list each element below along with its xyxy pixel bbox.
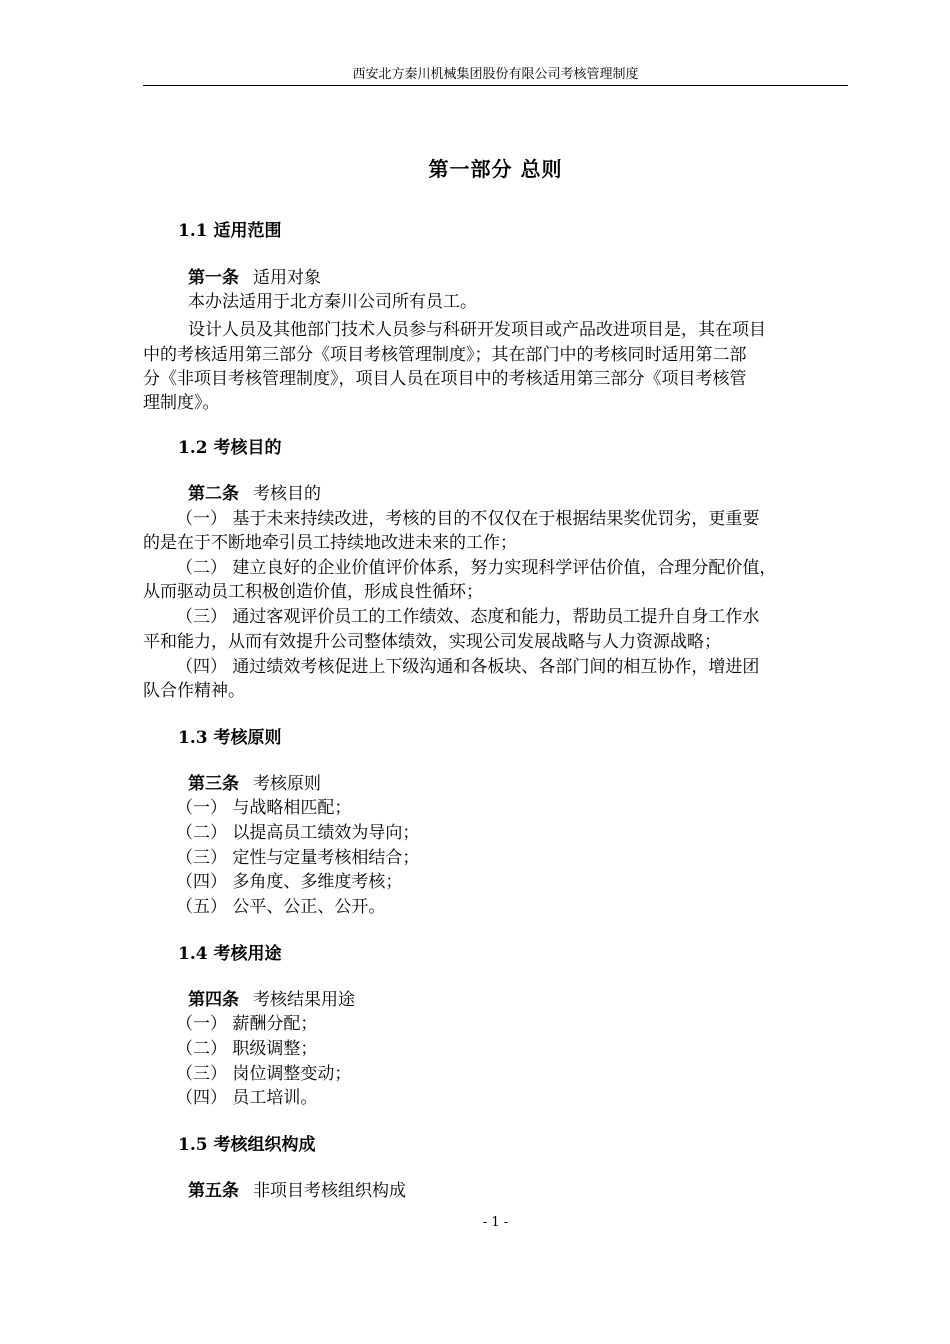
page-number: - 1 - [482, 1215, 509, 1230]
section-heading-1-4: 1.4 考核用途 [178, 944, 282, 964]
purpose-item-2-line-2: 从而驱动员工积极创造价值，形成良性循环； [143, 582, 483, 602]
purpose-item-3-line-1: （三） 通过客观评价员工的工作绩效、态度和能力，帮助员工提升自身工作水 [176, 607, 760, 627]
article-1-heading [188, 266, 321, 290]
running-header: 西安北方秦川机械集团股份有限公司考核管理制度 [352, 67, 639, 82]
purpose-item-3-line-2: 平和能力，从而有效提升公司整体绩效，实现公司发展战略与人力资源战略； [143, 632, 721, 652]
article-number: 第五条 [188, 1181, 239, 1201]
article-number: 第一条 [188, 268, 239, 288]
article-number: 第三条 [188, 774, 239, 794]
purpose-item-1-line-1: （一） 基于未来持续改进，考核的目的不仅仅在于根据结果奖优罚劣，更重要 [176, 509, 760, 529]
purpose-item-2-line-1: （二） 建立良好的企业价值评价体系，努力实现科学评估价值，合理分配价值， [176, 558, 777, 578]
article-title: 适用对象 [253, 268, 321, 288]
purpose-item-4-line-1: （四） 通过绩效考核促进上下级沟通和各板块、各部门间的相互协作，增进团 [176, 657, 760, 677]
article-number: 第四条 [188, 990, 239, 1010]
paragraph-2-line-1: 设计人员及其他部门技术人员参与科研开发项目或产品改进项目是，其在项目 [188, 320, 766, 340]
section-heading-1-1: 1.1 适用范围 [178, 221, 282, 241]
section-heading-1-3: 1.3 考核原则 [178, 728, 282, 748]
article-2-heading [188, 482, 321, 506]
purpose-item-4-line-2: 队合作精神。 [143, 681, 245, 701]
usage-item-4: （四） 员工培训。 [176, 1088, 318, 1108]
usage-item-1: （一） 薪酬分配； [176, 1014, 318, 1034]
section-heading-1-2: 1.2 考核目的 [178, 438, 282, 458]
part-title: 第一部分 总则 [428, 157, 563, 181]
article-title: 考核原则 [253, 774, 321, 794]
article-number: 第二条 [188, 484, 239, 504]
section-heading-1-5: 1.5 考核组织构成 [178, 1135, 316, 1155]
paragraph-1: 本办法适用于北方秦川公司所有员工。 [188, 292, 477, 312]
article-title: 考核目的 [253, 484, 321, 504]
paragraph-2-line-4: 理制度》。 [143, 393, 220, 413]
article-5-heading [188, 1179, 406, 1203]
principle-item-1: （一） 与战略相匹配； [176, 798, 352, 818]
article-3-heading [188, 772, 321, 796]
principle-item-5: （五） 公平、公正、公开。 [176, 897, 386, 917]
paragraph-2-line-2: 中的考核适用第三部分《项目考核管理制度》；其在部门中的考核同时适用第二部 [143, 345, 747, 365]
article-4-heading [188, 988, 355, 1012]
paragraph-2-line-3: 分《非项目考核管理制度》，项目人员在项目中的考核适用第三部分《项目考核管 [143, 369, 747, 389]
purpose-item-1-line-2: 的是在于不断地牵引员工持续地改进未来的工作； [143, 533, 517, 553]
principle-item-2: （二） 以提高员工绩效为导向； [176, 823, 420, 843]
usage-item-2: （二） 职级调整； [176, 1039, 318, 1059]
principle-item-4: （四） 多角度、多维度考核； [176, 872, 403, 892]
header-rule [143, 85, 848, 86]
article-title: 非项目考核组织构成 [253, 1181, 406, 1201]
principle-item-3: （三） 定性与定量考核相结合； [176, 848, 420, 868]
usage-item-3: （三） 岗位调整变动； [176, 1064, 352, 1084]
article-title: 考核结果用途 [253, 990, 355, 1010]
